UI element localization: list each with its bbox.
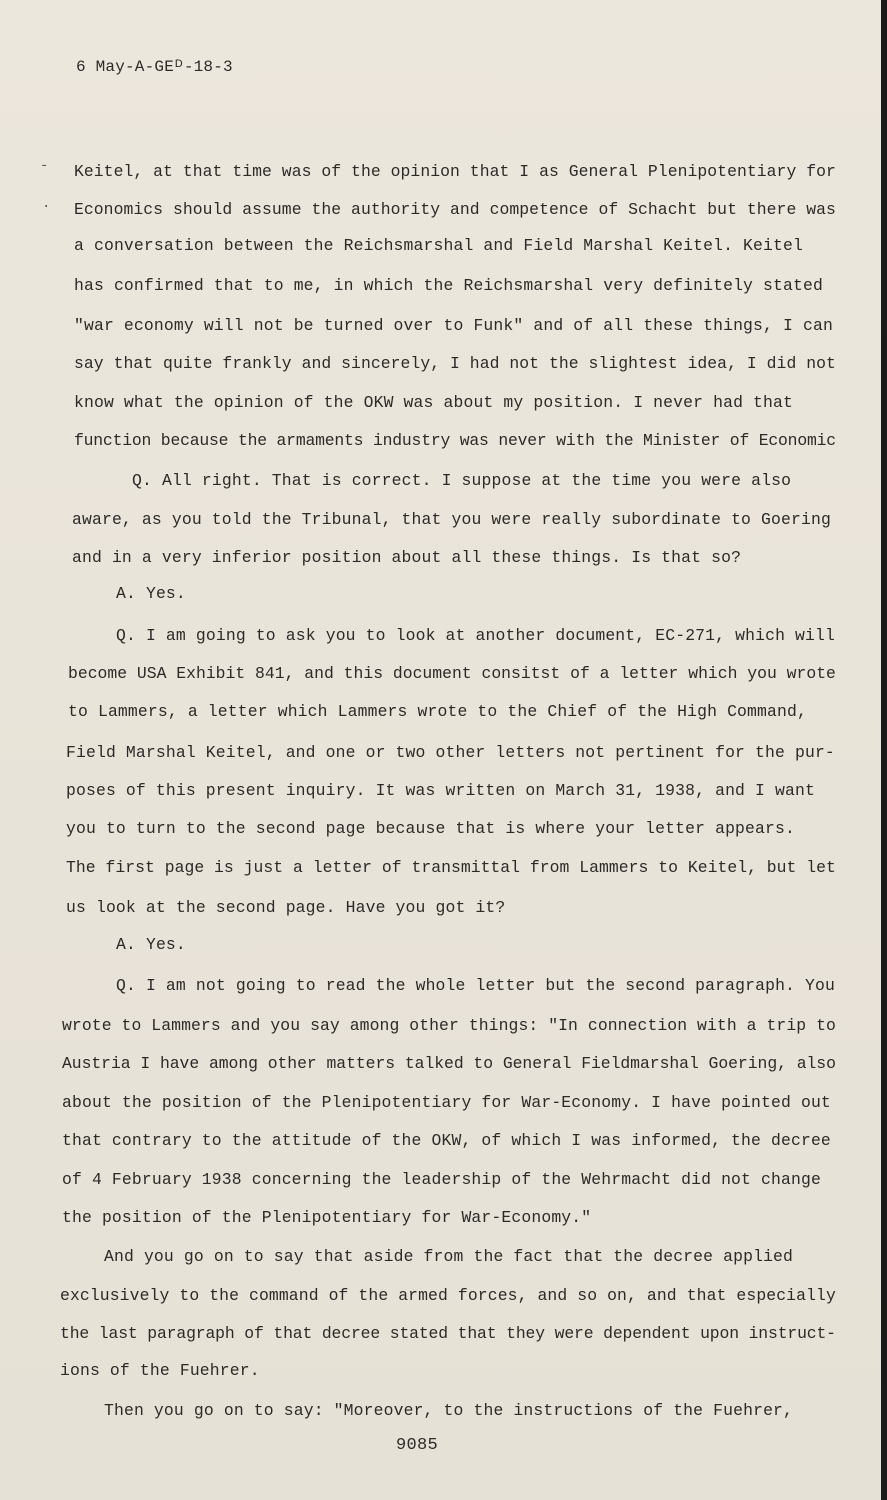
page-number: 9085	[396, 1436, 439, 1455]
bullet-mark: -	[40, 158, 49, 174]
text-line: The first page is just a letter of transmittal from Lammers to Keitel, but let	[66, 858, 836, 877]
text-line: poses of this present inquiry. It was written on March 31, 1938, and I want	[66, 781, 815, 800]
text-line: Economics should assume the authority and competence of Schacht but there was	[74, 200, 836, 219]
text-line: that contrary to the attitude of the OKW, of which I was informed, the decree	[62, 1131, 831, 1150]
text-line: the position of the Plenipotentiary for War-Economy."	[62, 1208, 592, 1227]
text-line: a conversation between the Reichsmarshal and Field Marshal Keitel. Keitel	[74, 236, 803, 255]
text-line: become USA Exhibit 841, and this document consitst of a letter which you wrote	[68, 664, 836, 683]
text-line: Austria I have among other matters talked to General Fieldmarshal Goering, also	[62, 1054, 836, 1073]
text-line: Q. I am going to ask you to look at another document, EC-271, which will	[116, 626, 835, 645]
text-line: of 4 February 1938 concerning the leadership of the Wehrmacht did not change	[62, 1170, 821, 1189]
text-line: "war economy will not be turned over to Funk" and of all these things, I can	[74, 316, 833, 335]
bullet-mark: .	[42, 196, 51, 212]
text-line: has confirmed that to me, in which the Reichsmarshal very definitely stated	[74, 276, 823, 295]
text-line: us look at the second page. Have you got it?	[66, 898, 506, 917]
text-line: wrote to Lammers and you say among other things: "In connection with a trip to	[62, 1016, 836, 1035]
text-line: function because the armaments industry was never with the Minister of Economic	[74, 431, 836, 450]
text-line: Then you go on to say: "Moreover, to the instructions of the Fuehrer,	[104, 1401, 794, 1420]
text-line: And you go on to say that aside from the fact that the decree applied	[104, 1247, 794, 1266]
text-line: and in a very inferior position about all these things. Is that so?	[72, 548, 742, 567]
text-line: about the position of the Plenipotentiary for War-Economy. I have pointed out	[62, 1093, 831, 1112]
text-line: ions of the Fuehrer.	[60, 1361, 260, 1380]
text-line: Field Marshal Keitel, and one or two other letters not pertinent for the pur-	[66, 743, 835, 762]
text-line: Keitel, at that time was of the opinion that I as General Plenipotentiary for	[74, 162, 836, 181]
text-line: A. Yes.	[116, 584, 186, 603]
text-line: Q. I am not going to read the whole letter but the second paragraph. You	[116, 976, 835, 995]
text-line: say that quite frankly and sincerely, I had not the slightest idea, I did not	[74, 354, 836, 373]
text-line: Q. All right. That is correct. I suppose at the time you were also	[132, 471, 792, 490]
text-line: to Lammers, a letter which Lammers wrote to the Chief of the High Command,	[68, 702, 807, 721]
text-line: you to turn to the second page because that is where your letter appears.	[66, 819, 795, 838]
text-line: exclusively to the command of the armed forces, and so on, and that especially	[60, 1286, 836, 1305]
text-line: aware, as you told the Tribunal, that you were really subordinate to Goering	[72, 510, 831, 529]
document-header: 6 May-A-GEᴰ-18-3	[76, 58, 233, 76]
text-line: A. Yes.	[116, 935, 186, 954]
text-line: the last paragraph of that decree stated that they were dependent upon instruct-	[60, 1324, 836, 1343]
text-line: know what the opinion of the OKW was about my position. I never had that	[74, 393, 793, 412]
